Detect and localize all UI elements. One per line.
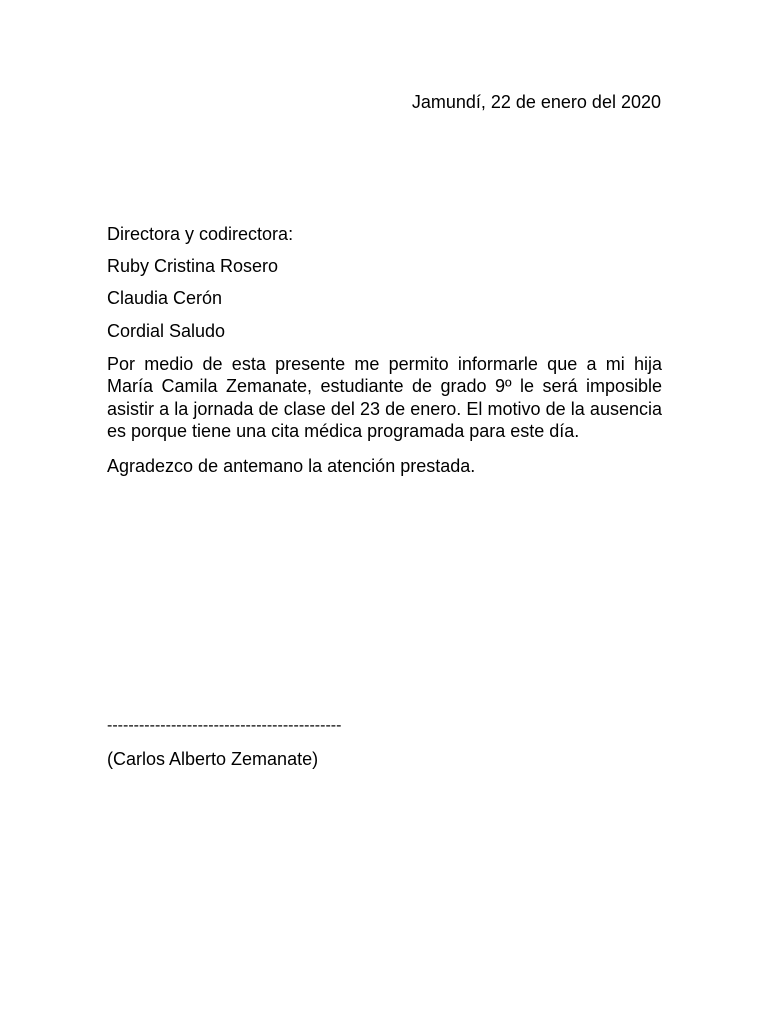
date-line: Jamundí, 22 de enero del 2020 [411,92,661,112]
recipient-name-2: Claudia Cerón [107,288,223,308]
closing-line: Agradezco de antemano la atención prestada. [107,456,476,476]
signature-line: -------------------------------------------- [107,717,342,734]
greeting: Cordial Saludo [107,321,226,341]
recipient-name-1: Ruby Cristina Rosero [107,256,279,276]
body-paragraph: Por medio de esta presente me permito informarle que a mi hija María Camila Zemanate, estudiante de grado 9º le será imposible asistir a la jornada de clase del 23 de enero. El motivo de la ausencia es porque tiene una cita médica programada para este día. [107,354,662,441]
signer-name: (Carlos Alberto Zemanate) [107,749,319,769]
recipient-heading: Directora y codirectora: [107,224,294,244]
